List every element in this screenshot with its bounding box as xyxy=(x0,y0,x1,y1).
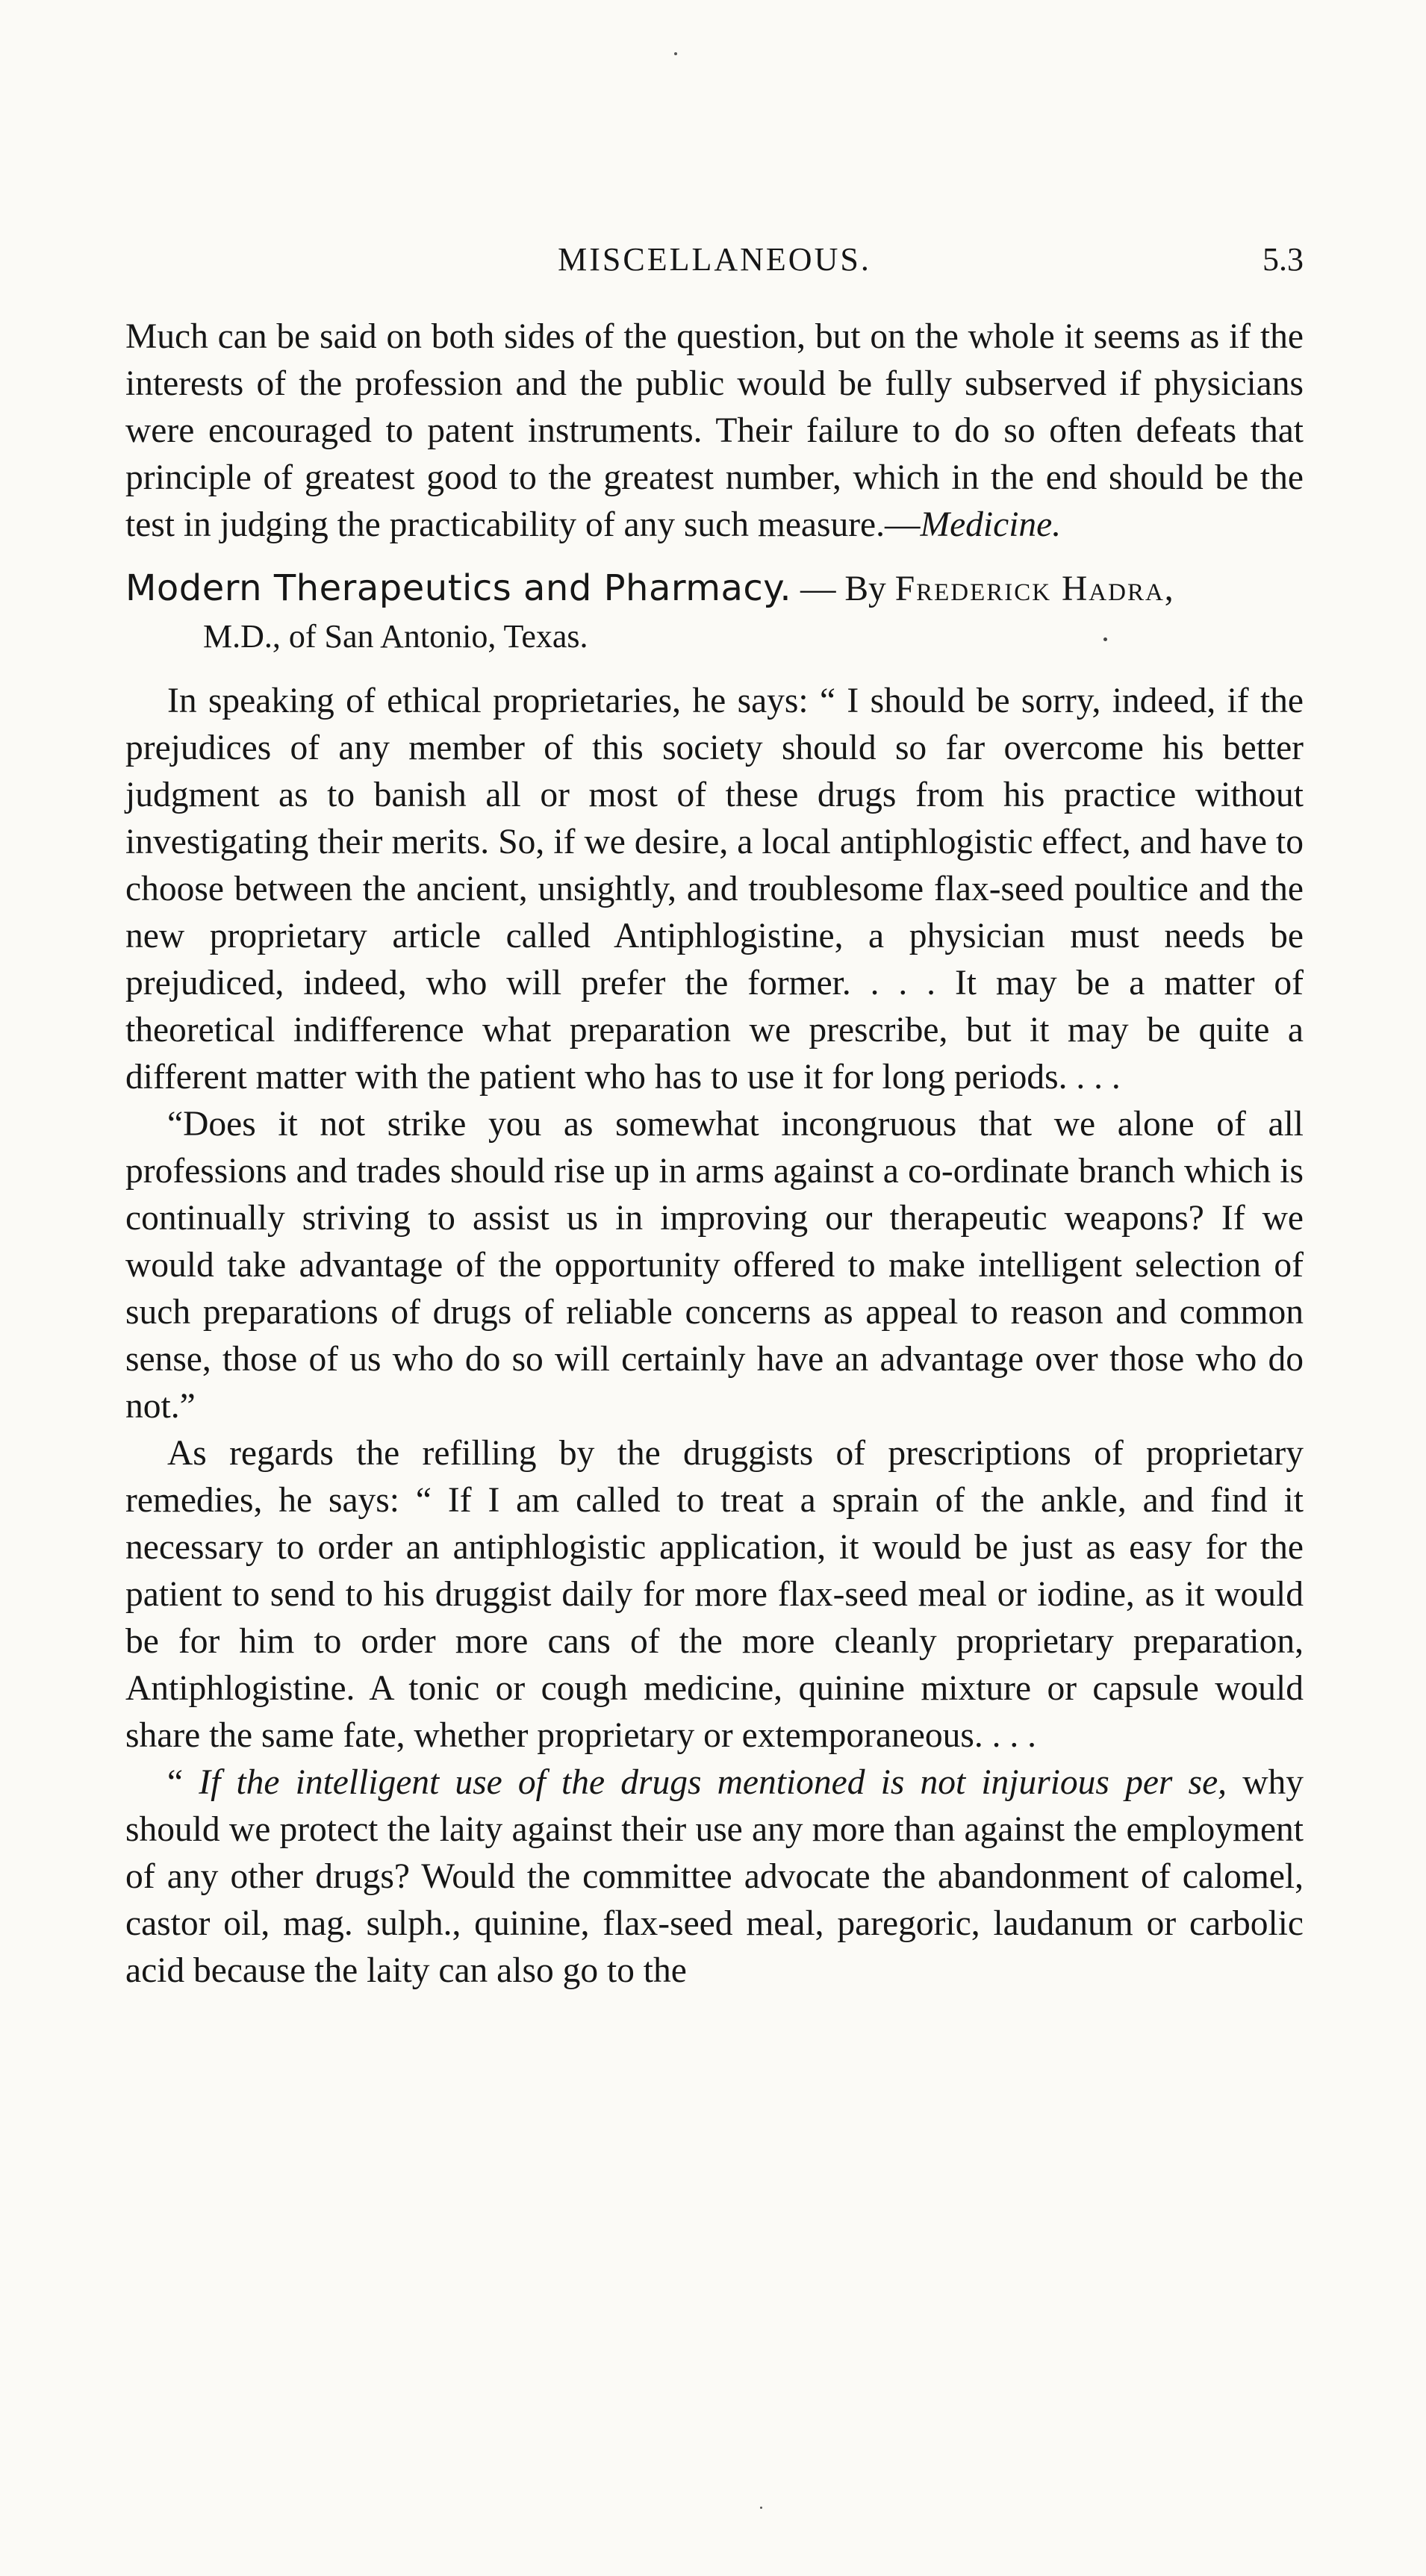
article-body xyxy=(125,314,1304,1995)
byline-separator: — By xyxy=(791,570,895,608)
per-se: per se, xyxy=(1125,1763,1227,1802)
paragraph-ethical-proprietaries: In speaking of ethical proprietaries, he says: “ I should be sorry, indeed, if the prejudices of any member of this society should so far overcome his better judgment as to banish all or most of these drugs from his practice without investigating their merits. So, if we desire, a local antiphlogistic effect, and have to choose between the ancient, unsightly, and troublesome flax-seed poultice and the new proprietary article called Antiphlogistine, a physician must needs be prejudiced, indeed, who will prefer the former. . . . It may be a matter of theoretical indifference what preparation we prescribe, but it may be quite a different matter with the patient who has to use it for long periods. . . . xyxy=(125,682,1304,1097)
paragraph-intelligent-use: “ If the intelligent use of the drugs mentioned is not injurious per se, why should we protect the laity against their use any more than against the employment of any other drugs? Would the committee advocate the abandonment of calomel, castor oil, mag. sulph., quinine, flax-seed meal, paregoric, laudanum or carbolic acid because the laity can also go to the xyxy=(125,1763,1304,1990)
running-header xyxy=(125,237,1304,282)
running-title: MISCELLANEOUS. xyxy=(558,241,871,278)
article-heading xyxy=(125,565,1304,660)
intro-text: Much can be said on both sides of the question, but on the whole it seems as if the interests of the profession and the public would be fully subserved if physicians were encouraged to patent instruments. Their failure to do so often defeats that principle of greatest good to the greatest number, which in the end should be the test in judging the practicability of any such measure.— xyxy=(125,317,1304,544)
ink-speck-top xyxy=(674,52,677,55)
stray-dot xyxy=(1103,637,1107,641)
paragraph-refilling: As regards the refilling by the druggists of prescriptions of proprietary remedies, he says: “ If I am called to treat a sprain of the ankle, and find it necessary to order an antiphlogistic application, it would be just as easy for the patient to send to his druggist daily for more flax-seed meal or iodine, as it would be for him to order more cans of the more cleanly proprietary preparation, Antiphlogistine. A tonic or cough medicine, quinine mixture or capsule would share the same fate, whether proprietary or extemporaneous. . . . xyxy=(125,1434,1304,1755)
italic-phrase: If the intelligent use of the drugs mentioned is not injurious xyxy=(199,1763,1126,1802)
intro-paragraph xyxy=(125,314,1304,549)
author-name: Frederick Hadra, xyxy=(894,570,1175,608)
page-number: 5.3 xyxy=(1262,241,1304,278)
paragraph-incongruous: “Does it not strike you as somewhat incongruous that we alone of all professions and trades should rise up in arms against a co-ordinate branch which is continually striving to assist us in improving our therapeutic weapons? If we would take advantage of the opportunity offered to make intelligent selection of such preparations of drugs of reliable concerns as appeal to reason and common sense, those of us who do so will certainly have an advantage over those who do not.” xyxy=(125,1105,1304,1426)
ink-speck-bottom xyxy=(760,2507,762,2509)
intro-source: Medicine. xyxy=(920,505,1062,544)
author-affiliation: M.D., of San Antonio, Texas. xyxy=(125,613,1304,660)
article-title: Modern Therapeutics and Pharmacy. xyxy=(125,567,792,609)
